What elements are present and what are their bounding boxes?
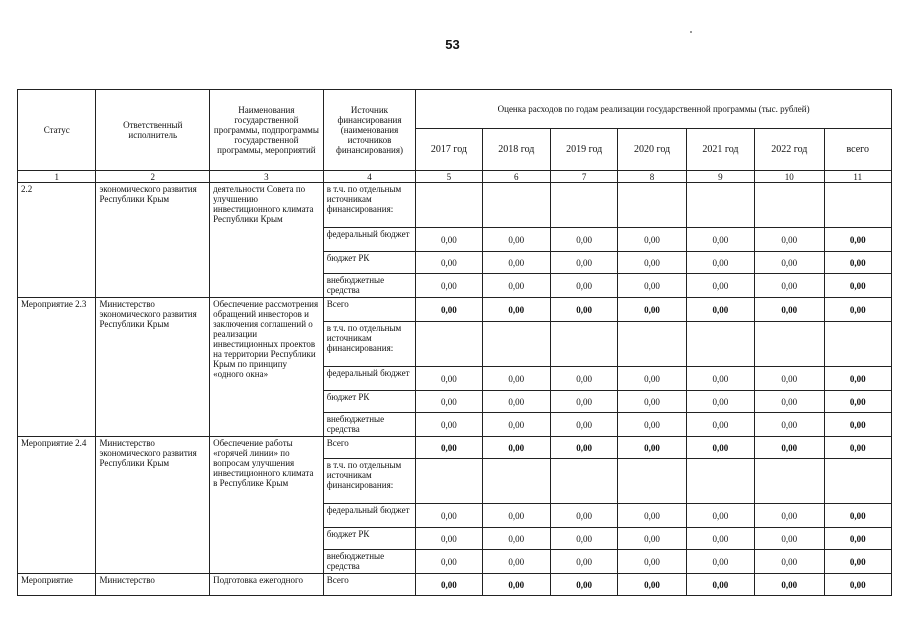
value-cell: 0,00 (686, 391, 754, 413)
column-number: 3 (210, 171, 324, 183)
column-number: 5 (416, 171, 482, 183)
value-cell (550, 459, 617, 504)
page-number: 53 (445, 37, 460, 52)
value-cell (824, 459, 892, 504)
value-cell (550, 183, 617, 228)
executor-cell: Министерство (96, 574, 210, 596)
column-number-row (18, 171, 892, 183)
value-cell: 0,00 (686, 252, 754, 274)
value-cell: 0,00 (482, 574, 550, 596)
year-header: 2019 год (550, 129, 617, 171)
funding-source-cell: бюджет РК (323, 528, 416, 550)
value-cell: 0,00 (755, 550, 824, 574)
value-cell: 0,00 (416, 528, 482, 550)
value-cell: 0,00 (416, 437, 482, 459)
value-cell: 0,00 (686, 228, 754, 252)
value-cell: 0,00 (416, 367, 482, 391)
value-cell: 0,00 (482, 437, 550, 459)
executor-cell: Министерство экономического развития Республики Крым (96, 298, 210, 437)
value-cell: 0,00 (618, 367, 686, 391)
value-cell: 0,00 (824, 367, 892, 391)
value-cell: 0,00 (482, 367, 550, 391)
column-number: 2 (96, 171, 210, 183)
value-cell: 0,00 (686, 528, 754, 550)
value-cell: 0,00 (416, 550, 482, 574)
value-cell: 0,00 (755, 574, 824, 596)
value-cell: 0,00 (550, 274, 617, 298)
column-number: 6 (482, 171, 550, 183)
value-cell: 0,00 (824, 504, 892, 528)
value-cell (824, 183, 892, 228)
value-cell (618, 322, 686, 367)
table-body (18, 183, 892, 596)
value-cell: 0,00 (482, 298, 550, 322)
value-cell: 0,00 (482, 274, 550, 298)
value-cell: 0,00 (618, 574, 686, 596)
activity-name-cell: Обеспечение рассмотрения обращений инвесторов и заключения соглашений о реализации инвестиционных проектов на территории Республики Крым по принципу «одного окна» (210, 298, 324, 437)
year-header: 2018 год (482, 129, 550, 171)
value-cell: 0,00 (618, 504, 686, 528)
funding-source-cell: в т.ч. по отдельным источникам финансирования: (323, 183, 416, 228)
value-cell (755, 459, 824, 504)
value-cell: 0,00 (416, 391, 482, 413)
value-cell (686, 459, 754, 504)
value-cell: 0,00 (755, 437, 824, 459)
budget-table (17, 89, 892, 596)
value-cell: 0,00 (755, 252, 824, 274)
funding-source-cell: бюджет РК (323, 391, 416, 413)
value-cell: 0,00 (416, 252, 482, 274)
value-cell: 0,00 (482, 504, 550, 528)
value-cell: 0,00 (550, 252, 617, 274)
value-cell: 0,00 (824, 274, 892, 298)
value-cell: 0,00 (482, 550, 550, 574)
value-cell: 0,00 (618, 413, 686, 437)
header-program-name: Наименования государственной программы, подпрограммы государственной программы, мероприятий (210, 90, 324, 171)
header-status: Статус (18, 90, 96, 171)
column-number: 4 (323, 171, 416, 183)
status-cell: Мероприятие (18, 574, 96, 596)
value-cell: 0,00 (755, 528, 824, 550)
value-cell: 0,00 (618, 437, 686, 459)
value-cell: 0,00 (686, 367, 754, 391)
value-cell: 0,00 (416, 504, 482, 528)
value-cell: 0,00 (550, 228, 617, 252)
value-cell: 0,00 (686, 437, 754, 459)
value-cell: 0,00 (482, 413, 550, 437)
header-source: Источник финансирования (наименования источников финансирования) (323, 90, 416, 171)
funding-source-cell: Всего (323, 574, 416, 596)
value-cell: 0,00 (482, 252, 550, 274)
value-cell: 0,00 (416, 274, 482, 298)
value-cell (824, 322, 892, 367)
value-cell: 0,00 (550, 574, 617, 596)
column-number: 11 (824, 171, 892, 183)
year-header: всего (824, 129, 892, 171)
value-cell (686, 322, 754, 367)
funding-source-cell: федеральный бюджет (323, 367, 416, 391)
status-cell: Мероприятие 2.4 (18, 437, 96, 574)
value-cell: 0,00 (416, 228, 482, 252)
value-cell: 0,00 (686, 413, 754, 437)
funding-source-cell: Всего (323, 298, 416, 322)
value-cell: 0,00 (550, 298, 617, 322)
value-cell: 0,00 (755, 413, 824, 437)
year-header: 2022 год (755, 129, 824, 171)
table-row (18, 437, 892, 459)
value-cell: 0,00 (618, 528, 686, 550)
status-cell: 2.2 (18, 183, 96, 298)
funding-source-cell: бюджет РК (323, 252, 416, 274)
value-cell: 0,00 (550, 504, 617, 528)
activity-name-cell: Обеспечение работы «горячей линии» по вопросам улучшения инвестиционного климата в Республике Крым (210, 437, 324, 574)
value-cell: 0,00 (618, 228, 686, 252)
funding-source-cell: федеральный бюджет (323, 228, 416, 252)
value-cell: 0,00 (618, 391, 686, 413)
value-cell: 0,00 (824, 574, 892, 596)
value-cell: 0,00 (755, 228, 824, 252)
table-row (18, 298, 892, 322)
value-cell: 0,00 (550, 528, 617, 550)
value-cell: 0,00 (824, 391, 892, 413)
executor-cell: Министерство экономического развития Республики Крым (96, 437, 210, 574)
year-header: 2017 год (416, 129, 482, 171)
funding-source-cell: федеральный бюджет (323, 504, 416, 528)
value-cell (686, 183, 754, 228)
header-executor: Ответственный исполнитель (96, 90, 210, 171)
value-cell: 0,00 (755, 367, 824, 391)
value-cell: 0,00 (416, 574, 482, 596)
value-cell (618, 459, 686, 504)
table-row (18, 183, 892, 228)
table-row (18, 574, 892, 596)
column-number: 1 (18, 171, 96, 183)
value-cell: 0,00 (686, 574, 754, 596)
funding-source-cell: внебюджетные средства (323, 413, 416, 437)
value-cell: 0,00 (550, 550, 617, 574)
value-cell (416, 322, 482, 367)
funding-source-cell: внебюджетные средства (323, 274, 416, 298)
value-cell (416, 459, 482, 504)
value-cell: 0,00 (618, 550, 686, 574)
value-cell: 0,00 (550, 391, 617, 413)
executor-cell: экономического развития Республики Крым (96, 183, 210, 298)
value-cell: 0,00 (550, 367, 617, 391)
value-cell: 0,00 (824, 550, 892, 574)
activity-name-cell: Подготовка ежегодного (210, 574, 324, 596)
value-cell: 0,00 (482, 391, 550, 413)
value-cell: 0,00 (686, 504, 754, 528)
value-cell (755, 183, 824, 228)
value-cell (755, 322, 824, 367)
funding-source-cell: внебюджетные средства (323, 550, 416, 574)
column-number: 8 (618, 171, 686, 183)
column-number: 10 (755, 171, 824, 183)
value-cell: 0,00 (550, 413, 617, 437)
header-estimate: Оценка расходов по годам реализации государственной программы (тыс. рублей) (416, 90, 892, 129)
activity-name-cell: деятельности Совета по улучшению инвестиционного климата Республики Крым (210, 183, 324, 298)
value-cell: 0,00 (824, 528, 892, 550)
status-cell: Мероприятие 2.3 (18, 298, 96, 437)
value-cell: 0,00 (824, 413, 892, 437)
column-number: 9 (686, 171, 754, 183)
value-cell: 0,00 (550, 437, 617, 459)
value-cell: 0,00 (686, 274, 754, 298)
value-cell: 0,00 (755, 274, 824, 298)
value-cell: 0,00 (755, 298, 824, 322)
funding-source-cell: Всего (323, 437, 416, 459)
value-cell: 0,00 (482, 528, 550, 550)
value-cell: 0,00 (618, 298, 686, 322)
year-header: 2020 год (618, 129, 686, 171)
value-cell: 0,00 (416, 413, 482, 437)
value-cell: 0,00 (482, 228, 550, 252)
value-cell: 0,00 (755, 391, 824, 413)
value-cell: 0,00 (618, 252, 686, 274)
value-cell: 0,00 (686, 298, 754, 322)
value-cell: 0,00 (686, 550, 754, 574)
value-cell (618, 183, 686, 228)
value-cell: 0,00 (618, 274, 686, 298)
value-cell (416, 183, 482, 228)
value-cell (550, 322, 617, 367)
column-number: 7 (550, 171, 617, 183)
value-cell (482, 459, 550, 504)
value-cell: 0,00 (824, 252, 892, 274)
value-cell: 0,00 (755, 504, 824, 528)
year-header: 2021 год (686, 129, 754, 171)
funding-source-cell: в т.ч. по отдельным источникам финансирования: (323, 459, 416, 504)
value-cell: 0,00 (824, 298, 892, 322)
speck (690, 31, 692, 33)
value-cell: 0,00 (824, 228, 892, 252)
value-cell (482, 322, 550, 367)
value-cell: 0,00 (824, 437, 892, 459)
funding-source-cell: в т.ч. по отдельным источникам финансирования: (323, 322, 416, 367)
value-cell: 0,00 (416, 298, 482, 322)
value-cell (482, 183, 550, 228)
